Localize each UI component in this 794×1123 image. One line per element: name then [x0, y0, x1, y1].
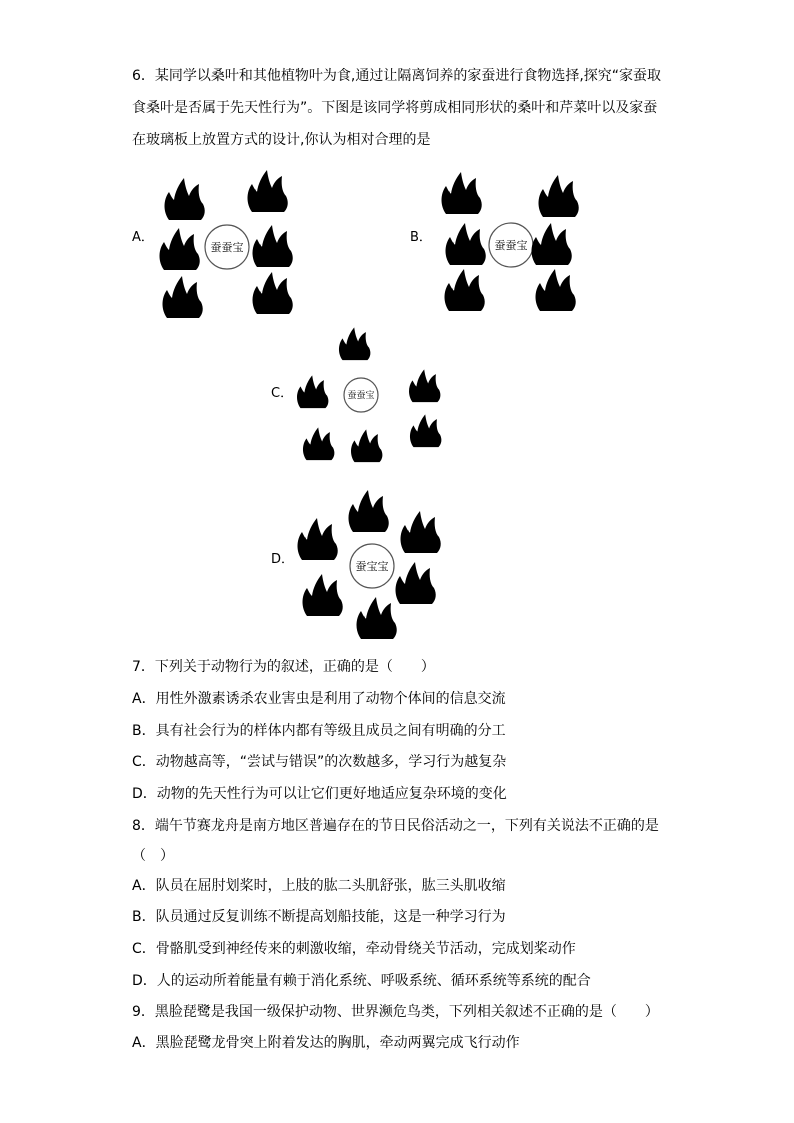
svg-text:桑叶: 桑叶	[545, 288, 567, 301]
svg-text:芹菜叶: 芹菜叶	[448, 288, 482, 301]
q8-option-c: C．骨骼肌受到神经传来的刺激收缩，牵动骨绕关节活动，完成划桨动作	[132, 941, 576, 957]
svg-text:桑叶: 桑叶	[346, 343, 364, 354]
option-d-label: D．	[271, 552, 295, 567]
q6-line-3: 在玻璃板上放置方式的设计,你认为相对合理的是	[132, 132, 431, 148]
diagram-d	[298, 490, 441, 639]
q8-option-b: B．队员通过反复训练不断提高划船技能，这是一种学习行为	[132, 909, 506, 925]
celery-leaf-d1	[298, 518, 338, 560]
q7-option-c: C．动物越高等，“尝试与错误”的次数越多，学习行为越复杂	[132, 754, 507, 770]
q7-option-d: D．动物的先天性行为可以让它们更好地适应复杂环境的变化	[132, 786, 507, 802]
diagram-b	[442, 172, 579, 311]
celery-leaf-b2	[446, 223, 486, 265]
svg-text:桑叶: 桑叶	[548, 194, 570, 207]
mulberry-leaf-a3	[163, 276, 203, 318]
svg-text:桑叶: 桑叶	[304, 391, 322, 402]
svg-text:桑叶: 桑叶	[172, 295, 194, 308]
mulberry-leaf-d2	[303, 574, 343, 616]
celery-leaf-d3	[357, 597, 397, 639]
svg-text:芹菜叶: 芹菜叶	[449, 242, 483, 255]
svg-text:桑叶: 桑叶	[174, 197, 196, 210]
silkworm-a	[205, 225, 249, 269]
svg-text:芹菜叶: 芹菜叶	[412, 385, 438, 396]
mulberry-leaf-c3	[303, 427, 334, 460]
celery-leaf-c2	[410, 414, 441, 447]
svg-text:桑叶: 桑叶	[312, 593, 334, 606]
q7-option-a: A．用性外激素诱杀农业害虫是利用了动物个体间的信息交流	[132, 691, 506, 707]
celery-leaf-d2	[401, 511, 441, 553]
svg-text:芹菜叶: 芹菜叶	[256, 291, 290, 304]
celery-leaf-a3	[253, 272, 293, 314]
option-a-label: A．	[132, 230, 154, 245]
svg-text:芹菜叶: 芹菜叶	[360, 616, 394, 629]
svg-text:芹菜叶: 芹菜叶	[404, 530, 438, 543]
celery-leaf-b3	[445, 269, 485, 311]
svg-text:芹菜叶: 芹菜叶	[354, 445, 380, 456]
svg-text:芹菜叶: 芹菜叶	[301, 537, 335, 550]
svg-text:蚕蚕宝: 蚕蚕宝	[347, 391, 375, 401]
svg-text:蚕宝宝: 蚕宝宝	[355, 560, 389, 573]
q8-stem: 8．端午节赛龙舟是南方地区普遍存在的节日民俗活动之一，下列有关说法不正确的是	[132, 818, 659, 834]
svg-text:蚕蚕宝: 蚕蚕宝	[494, 239, 528, 252]
silkworm-d	[350, 544, 394, 588]
svg-text:桑叶: 桑叶	[310, 443, 328, 454]
q9-option-a: A．黑脸琵鹭龙骨突上附着发达的胸肌，牵动两翼完成飞行动作	[132, 1035, 520, 1051]
svg-text:桑叶: 桑叶	[405, 581, 427, 594]
silkworm-b	[489, 223, 533, 267]
mulberry-leaf-b3	[536, 269, 576, 311]
svg-text:芹菜叶: 芹菜叶	[413, 430, 439, 441]
mulberry-leaf-d3	[396, 562, 436, 604]
option-b-label: B．	[410, 230, 432, 245]
q9-stem: 9．黑脸琵鹭是我国一级保护动物、世界濒危鸟类，下列相关叙述不正确的是（ ）	[132, 1004, 659, 1020]
option-c-label: C．	[271, 386, 294, 401]
mulberry-leaf-b1	[539, 175, 579, 217]
silkworm-c	[344, 378, 378, 412]
celery-leaf-c3	[351, 429, 382, 462]
celery-leaf-a1	[248, 170, 288, 212]
svg-text:桑叶: 桑叶	[541, 242, 563, 255]
mulberry-leaf-a1	[165, 178, 205, 220]
mulberry-leaf-a2	[160, 228, 200, 270]
svg-text:蚕蚕宝: 蚕蚕宝	[210, 241, 244, 254]
mulberry-leaf-d1	[349, 490, 389, 532]
q7-stem: 7．下列关于动物行为的叙述，正确的是（ ）	[132, 659, 435, 675]
q8-option-d: D．人的运动所着能量有赖于消化系统、呼吸系统、循环系统等系统的配合	[132, 973, 591, 989]
celery-leaf-c1	[409, 369, 440, 402]
svg-text:芹菜叶: 芹菜叶	[251, 189, 285, 202]
q8-stem-blank: （ ）	[132, 848, 174, 864]
mulberry-leaf-b2	[532, 223, 572, 265]
svg-text:芹菜叶: 芹菜叶	[256, 244, 290, 257]
q7-option-b: B．具有社会行为的样体内都有等级且成员之间有明确的分工	[132, 723, 506, 739]
q6-line-1: 6．某同学以桑叶和其他植物叶为食,通过让隔离饲养的家蚕进行食物选择,探究“家蚕取	[132, 68, 662, 84]
svg-text:桑叶: 桑叶	[169, 247, 191, 260]
svg-text:芹菜叶: 芹菜叶	[445, 191, 479, 204]
celery-leaf-b1	[442, 172, 482, 214]
mulberry-leaf-c2	[297, 375, 328, 408]
diagram-a	[160, 170, 293, 318]
celery-leaf-a2	[253, 225, 293, 267]
svg-text:桑叶: 桑叶	[358, 509, 380, 522]
mulberry-leaf-c1	[339, 327, 370, 360]
q8-option-a: A．队员在屈肘划桨时，上肢的肱二头肌舒张，肱三头肌收缩	[132, 878, 506, 894]
q6-line-2: 食桑叶是否属于先天性行为”。下图是该同学将剪成相同形状的桑叶和芹菜叶以及家蚕	[132, 100, 658, 116]
diagram-c	[297, 327, 441, 462]
